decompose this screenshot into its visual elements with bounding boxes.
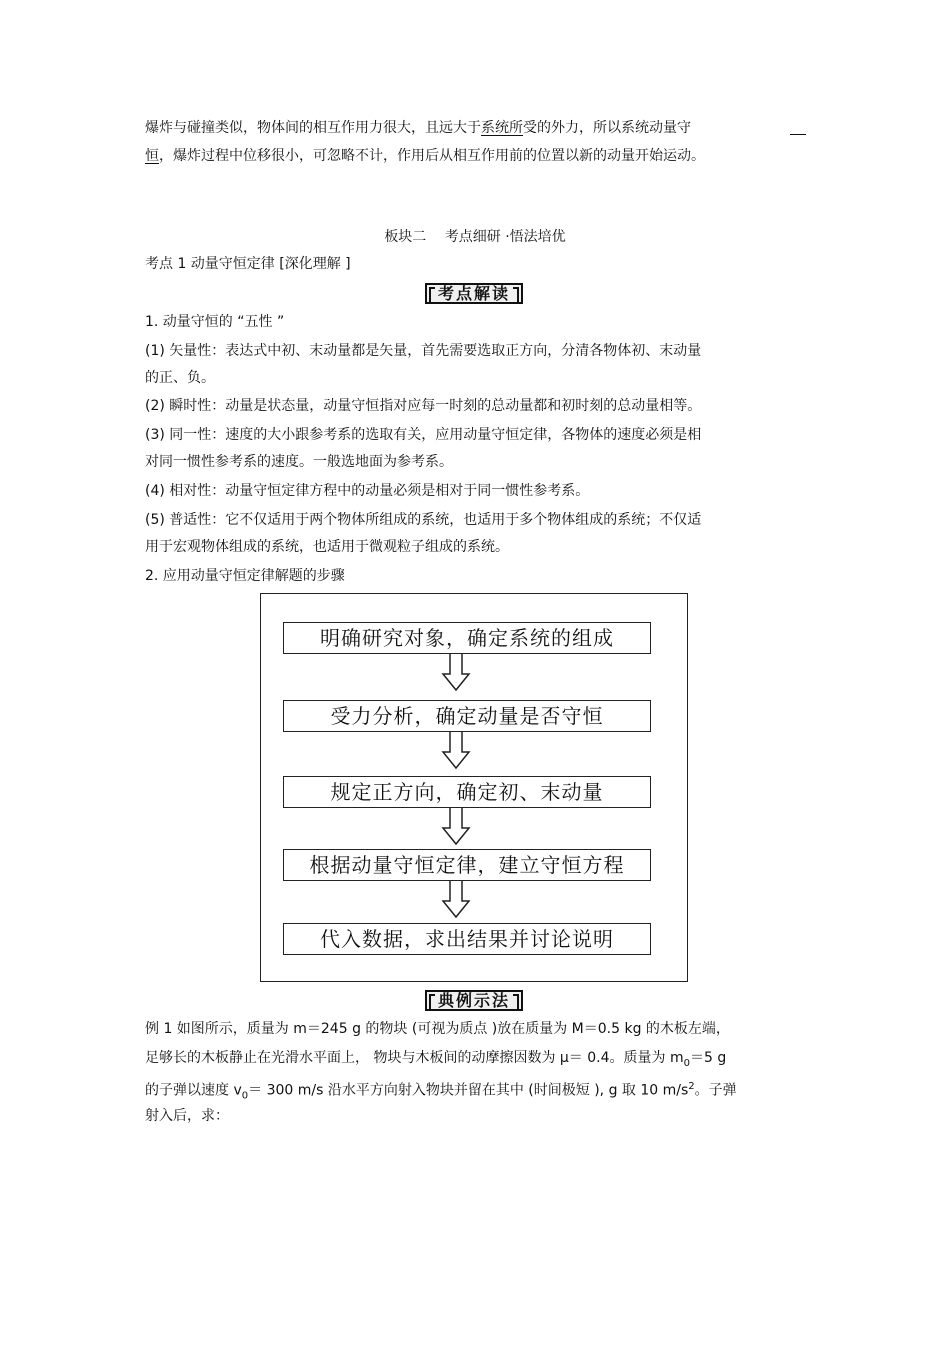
- intro-text: 受的外力，所以系统动量守: [523, 120, 691, 136]
- property-line: (1) 矢量性：表达式中初、末动量都是矢量，首先需要选取正方向，分清各物体初、末动量: [145, 343, 702, 359]
- steps-flowchart: [260, 593, 688, 982]
- intro-line-1: [145, 119, 691, 137]
- property-line: (5) 普适性：它不仅适用于两个物体所组成的系统，也适用于多个物体组成的系统；不仅适: [145, 512, 702, 528]
- property-line: 用于宏观物体组成的系统，也适用于微观粒子组成的系统。: [145, 539, 509, 555]
- property-line: (4) 相对性：动量守恒定律方程中的动量必须是相对于同一惯性参考系。: [145, 483, 590, 499]
- point2-title: 2. 应用动量守恒定律解题的步骤: [145, 568, 345, 584]
- example-text: ＝5 g: [689, 1050, 727, 1066]
- blank-mark: [790, 134, 806, 135]
- property-line: 对同一惯性参考系的速度。一般选地面为参考系。: [145, 454, 453, 470]
- subscript: 0: [683, 1057, 690, 1069]
- down-arrow-icon: [441, 808, 471, 846]
- example-text: 。子弹: [694, 1082, 737, 1099]
- intro-underlined-text: 系统所: [481, 120, 523, 136]
- flow-step-5: 代入数据，求出结果并讨论说明: [283, 923, 651, 955]
- badge-dianli-shifa: 典例示法: [425, 990, 523, 1011]
- flow-step-3: 规定正方向，确定初、末动量: [283, 776, 651, 808]
- section-title: 板块二 考点细研 ·悟法培优: [384, 229, 566, 245]
- down-arrow-icon: [441, 732, 471, 770]
- intro-text: 爆炸与碰撞类似，物体间的相互作用力很大，且远大于: [145, 120, 481, 136]
- intro-underlined-text: 恒: [145, 148, 159, 164]
- example-text: ＝ 300 m/s 沿水平方向射入物块并留在其中 (时间极短 ), g 取 10 m/s: [248, 1082, 689, 1099]
- superscript: 2: [688, 1081, 695, 1092]
- flow-step-1: 明确研究对象，确定系统的组成: [283, 622, 651, 654]
- example-line-1: 例 1 如图所示，质量为 m＝245 g 的物块 (可视为质点 )放在质量为 M＝0.5 kg 的木板左端，: [145, 1021, 730, 1037]
- point1-title: 1. 动量守恒的 “五性 ”: [145, 314, 285, 330]
- example-line-3: [145, 1078, 737, 1105]
- property-line: (2) 瞬时性：动量是状态量，动量守恒指对应每一时刻的总动量都和初时刻的总动量相等。: [145, 398, 702, 414]
- example-line-4: 射入后，求：: [145, 1108, 229, 1124]
- down-arrow-icon: [441, 881, 471, 919]
- flow-step-4: 根据动量守恒定律，建立守恒方程: [283, 849, 651, 881]
- example-text: 足够长的木板静止在光滑水平面上， 物块与木板间的动摩擦因数为 μ＝ 0.4。质量为 m: [145, 1050, 684, 1066]
- badge-kaodian-jiedu: 考点解读: [425, 283, 523, 304]
- example-line-2: [145, 1049, 726, 1073]
- example-text: 的子弹以速度 v: [145, 1082, 242, 1099]
- intro-line-2: [145, 147, 705, 165]
- intro-text: ，爆炸过程中位移很小，可忽略不计，作用后从相互作用前的位置以新的动量开始运动。: [159, 148, 705, 164]
- subscript: 0: [241, 1090, 249, 1102]
- flow-step-2: 受力分析，确定动量是否守恒: [283, 700, 651, 732]
- property-line: (3) 同一性：速度的大小跟参考系的选取有关，应用动量守恒定律，各物体的速度必须是相: [145, 427, 702, 443]
- topic-title: 考点 1 动量守恒定律 [深化理解 ]: [145, 256, 351, 272]
- down-arrow-icon: [441, 654, 471, 692]
- property-line: 的正、负。: [145, 370, 215, 386]
